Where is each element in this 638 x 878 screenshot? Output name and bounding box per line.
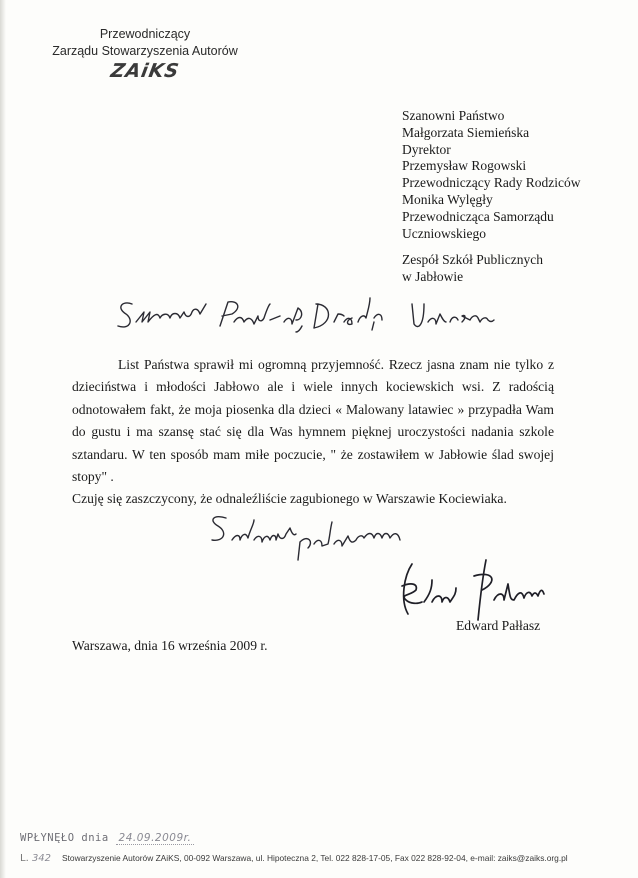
stamp-date: 24.09.2009r.: [116, 832, 195, 845]
recipient-line: Przemysław Rogowski: [402, 158, 527, 174]
footer-address: Stowarzyszenie Autorów ZAiKS, 00-092 Warszawa, ul. Hipoteczna 2, Tel. 022 828-17-05, Fax 022 828-92-04, e-mail: zaiks@zaiks.org.pl: [62, 853, 568, 863]
letterhead-organization: Zarządu Stowarzyszenia Autorów: [52, 44, 238, 58]
letter-body: [72, 354, 554, 511]
recipient-line: Przewodniczący Rady Rodziców: [402, 175, 581, 191]
stamp-number-prefix: L.: [20, 853, 29, 864]
letterhead: [30, 26, 260, 80]
scan-edge: [0, 0, 6, 878]
body-paragraph: List Państwa sprawił mi ogromną przyjemność. Rzecz jasna znam nie tylko z dzieciństwa i młodości Jabłowo ale i wiele innych kociewskich wsi. Z radością odnotowałem fakt, że moja piosenka dla dzieci « Malowany latawiec » przypadła Wam do gustu i ma szansę stać się dla Was hymnem pięknej uroczystości nadania szkole sztandaru. W ten sposób mam miłe poczucie, " że zostawiłem w Jabłowie ślad swojej stopy" .: [72, 357, 554, 485]
recipient-line: Monika Wylęgły: [402, 191, 493, 207]
handwritten-signature: [394, 556, 570, 622]
stamp-label: WPŁYNĘŁO dnia: [20, 832, 109, 844]
body-paragraph: Czuję się zaszczycony, że odnaleźliście zagubionego w Warszawie Kociewiaka.: [72, 491, 507, 507]
stamp-number: [20, 853, 51, 864]
recipient-line: Uczniowskiego: [402, 225, 486, 241]
recipient-block: [402, 108, 580, 286]
zaiks-logo: ZAiKS: [108, 60, 182, 82]
school-name: Zespół Szkół Publicznych: [402, 252, 543, 268]
recipient-line: Szanowni Państwo: [402, 108, 505, 123]
recipient-line: Małgorzata Siemieńska: [402, 124, 530, 140]
recipient-line: Przewodnicząca Samorządu: [402, 208, 554, 224]
received-stamp: [20, 832, 194, 844]
handwritten-salutation: [112, 292, 532, 342]
date-line: Warszawa, dnia 16 września 2009 r.: [72, 638, 268, 653]
recipient-line: Dyrektor: [402, 141, 451, 157]
stamp-number-value: 342: [31, 853, 52, 864]
school-location: w Jabłowie: [402, 269, 464, 285]
signer-name: Edward Pałłasz: [456, 618, 541, 633]
letterhead-title: Przewodniczący: [99, 27, 191, 41]
